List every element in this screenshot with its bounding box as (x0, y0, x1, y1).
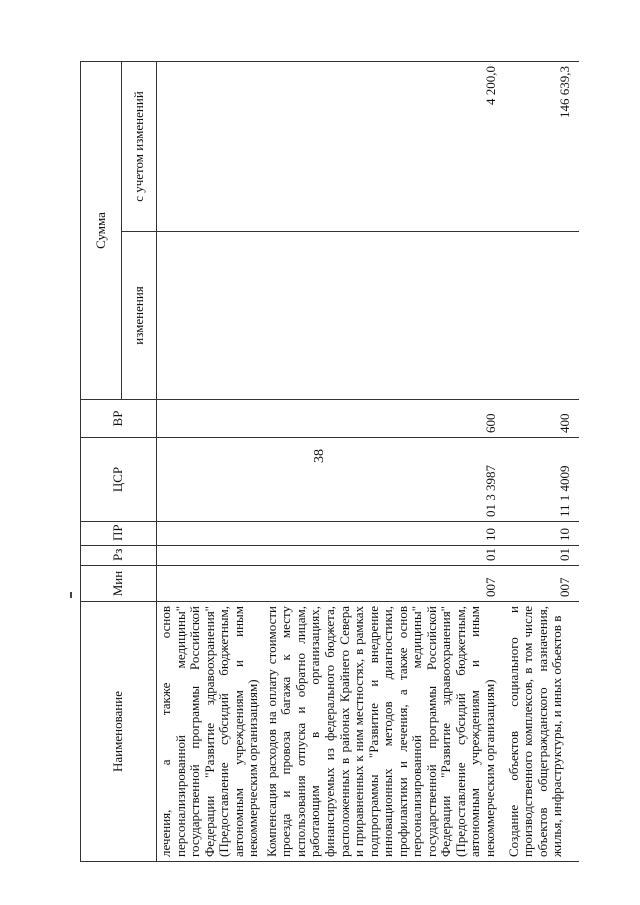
table-row (157, 62, 263, 862)
row-name: лечения, а также основ персонализированной медицины" государственной программы Российской Федерации "Развитие здравоохранения" (Предоставление субсидий бюджетным, автономным учреждениям и иным некоммерческим организациям) (157, 602, 263, 862)
header-csr: ЦСР (81, 438, 157, 522)
budget-table (80, 61, 579, 862)
header-vr: ВР (81, 400, 157, 438)
row-csr: 01 3 3987 (263, 438, 505, 522)
header-rz: Рз (81, 546, 157, 566)
header-sum: Сумма (81, 62, 122, 400)
header-changes: изменения (122, 232, 157, 400)
row-changes (263, 232, 505, 400)
header-pr: ПР (81, 522, 157, 546)
row-rz: 01 (263, 546, 505, 566)
row-name: Компенсация расходов на оплату стоимости проезда и провоза багажа к месту использования отпуска и обратно лицам, работающим в организациях, финансируемых из федерального бюджета, расположенных в районах Крайнего Севера и приравненных к ним местностях, в рамках подпрограммы "Развитие и внедрение инновационных методов диагностики, профилактики и лечения, а также основ персонализированной медицины" государственной программы Российской Федерации "Развитие здравоохранения" (Предоставление субсидий бюджетным, автономным учреждениям и иным некоммерческим организациям) (263, 602, 505, 862)
row-with-changes: 146 639,3 (505, 62, 579, 232)
table-row (505, 62, 579, 862)
row-changes (505, 232, 579, 400)
table-row (263, 62, 505, 862)
row-rz: 01 (505, 546, 579, 566)
row-vr (157, 400, 263, 438)
row-rz (157, 546, 263, 566)
row-with-changes: 4 200,0 (263, 62, 505, 232)
scan-mark (70, 592, 72, 598)
row-name: Создание объектов социального и производственного комплексов, в том числе объектов общегражданского назначения, жилья, инфраструктуры, и иных объектов в (505, 602, 579, 862)
row-vr: 400 (505, 400, 579, 438)
header-name: Наименование (81, 602, 157, 862)
row-vr: 600 (263, 400, 505, 438)
row-with-changes (157, 62, 263, 232)
page-number: 38 (312, 449, 327, 463)
row-min: 007 (505, 566, 579, 602)
header-min: Мин (81, 566, 157, 602)
rotated-table-container (80, 62, 580, 862)
row-changes (157, 232, 263, 400)
row-pr: 10 (505, 522, 579, 546)
row-min: 007 (263, 566, 505, 602)
row-csr (157, 438, 263, 522)
header-with-changes: с учетом изменений (122, 62, 157, 232)
row-pr (157, 522, 263, 546)
row-csr: 11 1 4009 (505, 438, 579, 522)
row-pr: 10 (263, 522, 505, 546)
row-min (157, 566, 263, 602)
